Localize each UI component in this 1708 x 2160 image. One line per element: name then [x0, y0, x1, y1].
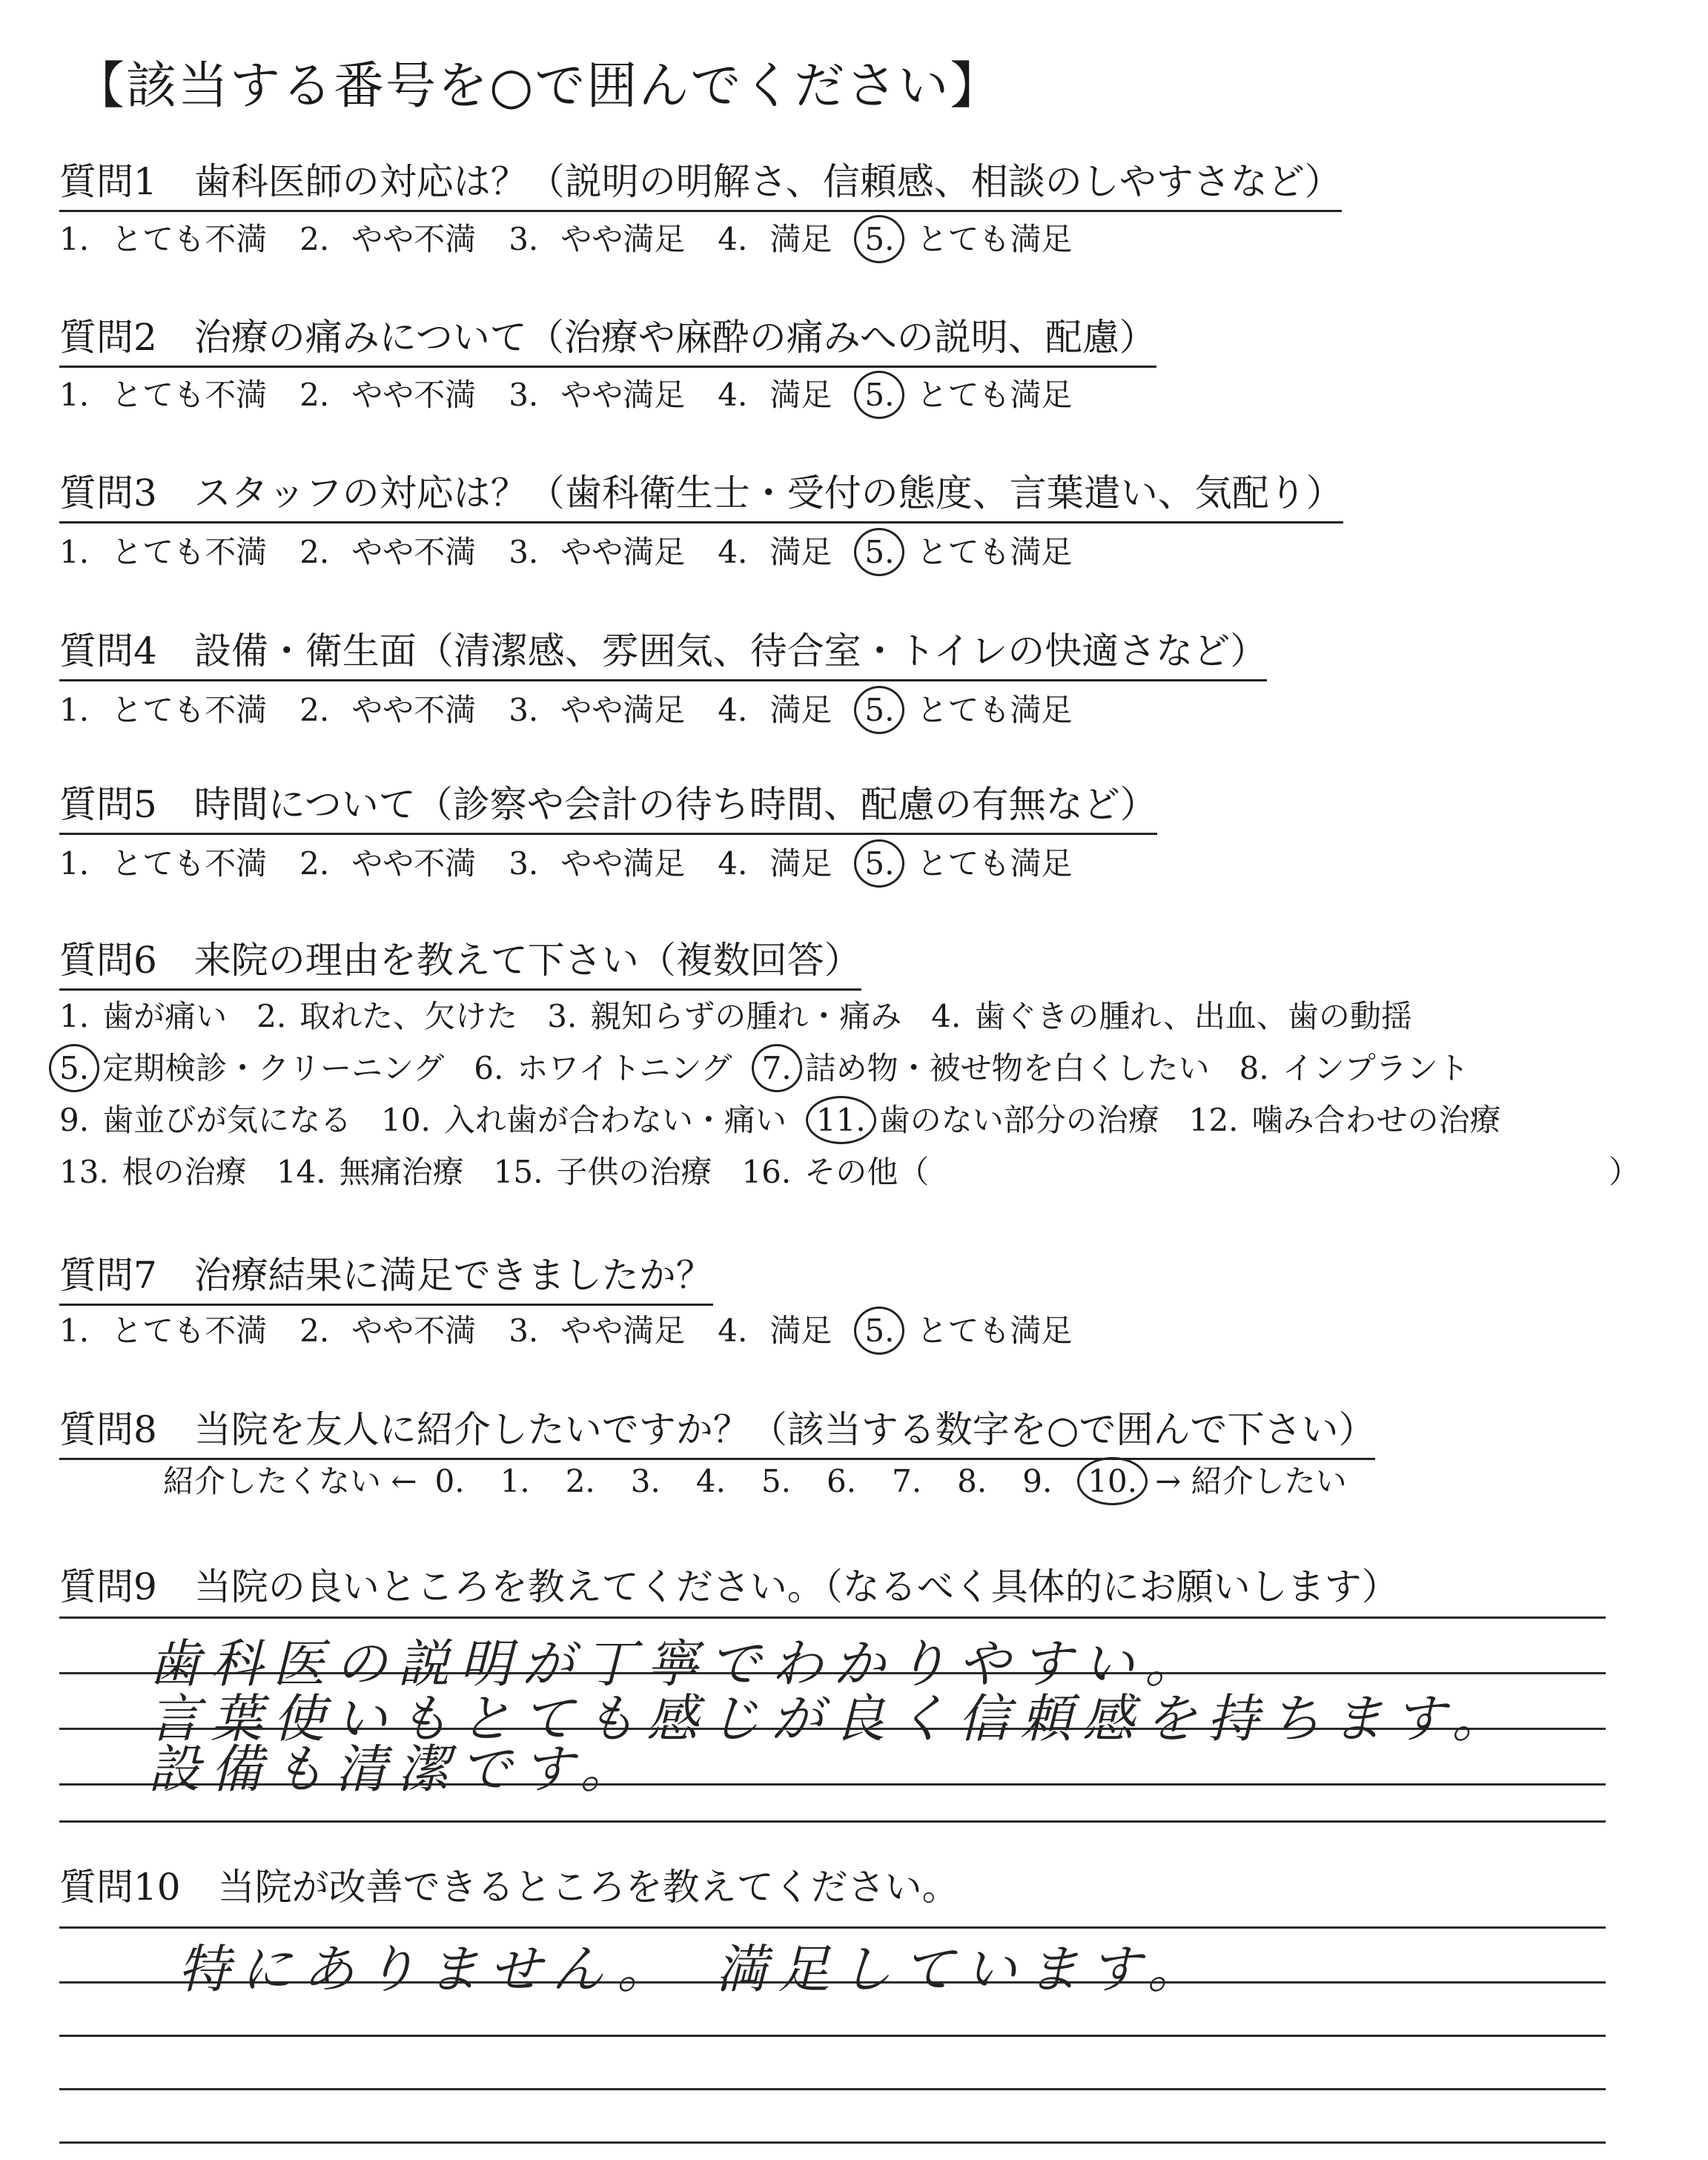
rating-option[interactable]	[864, 371, 1072, 415]
q6-close-paren: ）	[1609, 1154, 1641, 1190]
option-label: とても不満	[111, 221, 268, 257]
option-number: 2.	[299, 221, 330, 257]
option-number: 6.	[474, 1050, 504, 1086]
rating-option[interactable]	[59, 1307, 267, 1351]
question-2-title: 質問2 治療の痛みについて（治療や麻酔の痛みへの説明、配慮）	[59, 308, 1156, 368]
option-label: とても満足	[916, 845, 1073, 882]
option-label: やや不満	[351, 221, 477, 257]
option-number: 3.	[509, 692, 539, 728]
option-number: 1.	[59, 221, 90, 257]
option-label: 歯が痛い	[102, 998, 228, 1034]
question-4-options	[59, 686, 1105, 730]
rating-option[interactable]	[718, 371, 832, 415]
option-number: 2.	[299, 845, 330, 882]
option-label: やや満足	[560, 221, 686, 257]
nps-option[interactable]: 6.	[827, 1463, 857, 1499]
rating-option[interactable]	[864, 215, 1072, 260]
option-label: 定期検診・クリーニング	[102, 1050, 445, 1086]
question-4-title: 質問4 設備・衛生面（清潔感、雰囲気、待合室・トイレの快適さなど）	[59, 621, 1267, 681]
question-1-title: 質問1 歯科医師の対応は？（説明の明解さ、信頼感、相談のしやすさなど）	[59, 152, 1342, 212]
question-7-title: 質問7 治療結果に満足できましたか？	[59, 1246, 713, 1306]
option-number: 4.	[931, 998, 961, 1034]
option-label: 子供の治療	[556, 1154, 712, 1190]
q9-handwritten-answer: 設備も清潔です。	[148, 1739, 643, 1800]
q6-option[interactable]	[277, 1148, 464, 1192]
option-label: 噛み合わせの治療	[1251, 1102, 1501, 1138]
option-number: 10.	[381, 1102, 431, 1138]
q6-row	[59, 1096, 1531, 1140]
option-number: 2.	[299, 1312, 330, 1349]
q9-handwritten-answer: 歯科医の説明が丁寧でわかりやすい。	[148, 1634, 1207, 1694]
question-5-options	[59, 839, 1105, 884]
question-3-options	[59, 528, 1105, 572]
option-number: 5.	[59, 1050, 90, 1086]
q6-option[interactable]	[59, 1096, 351, 1140]
option-number: 14.	[276, 1154, 326, 1190]
option-number: 1.	[59, 692, 90, 728]
rating-option[interactable]	[299, 528, 476, 572]
question-7-options	[59, 1307, 1105, 1351]
option-number: 5.	[864, 845, 895, 882]
option-number: 5.	[864, 221, 895, 257]
option-number: 3.	[509, 845, 539, 882]
answer-line	[59, 1616, 1606, 1619]
rating-option[interactable]	[299, 1307, 476, 1351]
rating-option[interactable]	[299, 215, 476, 260]
nps-option[interactable]: 3.	[630, 1463, 661, 1499]
answer-line	[59, 1820, 1606, 1823]
rating-option[interactable]	[718, 839, 832, 884]
option-label: 入れ歯が合わない・痛い	[443, 1102, 787, 1138]
rating-option[interactable]	[509, 686, 685, 730]
rating-option[interactable]	[59, 686, 267, 730]
option-label: インプラント	[1282, 1050, 1469, 1086]
option-label: 取れた、欠けた	[299, 998, 518, 1034]
q6-option[interactable]	[816, 1096, 1159, 1140]
option-label: とても不満	[111, 1312, 268, 1349]
option-number: 13.	[59, 1154, 109, 1190]
option-number: 16.	[741, 1154, 792, 1190]
option-number: 2.	[256, 998, 287, 1034]
q6-option[interactable]	[931, 992, 1412, 1037]
option-label: やや満足	[560, 377, 686, 413]
question-9-title: 質問9 当院の良いところを教えてください。（なるべく具体的にお願いします）	[59, 1565, 1399, 1608]
rating-option[interactable]	[59, 528, 267, 572]
rating-option[interactable]	[59, 215, 267, 260]
option-number: 5.	[864, 1312, 895, 1349]
question-10-title: 質問10 当院が改善できるところを教えてください。	[59, 1866, 959, 1909]
option-number: 5.	[864, 534, 895, 570]
rating-option[interactable]	[509, 528, 685, 572]
option-label: やや不満	[351, 845, 477, 882]
rating-option[interactable]	[59, 839, 267, 884]
q6-option[interactable]	[59, 1148, 247, 1192]
option-label: 満足	[769, 1312, 833, 1349]
option-number: 4.	[718, 221, 748, 257]
rating-option[interactable]	[864, 686, 1072, 730]
option-label: 満足	[769, 221, 833, 257]
q6-option[interactable]	[256, 992, 517, 1037]
nps-option[interactable]: 1.	[500, 1463, 530, 1499]
option-label: 満足	[769, 534, 833, 570]
question-2-options	[59, 371, 1105, 415]
rating-option[interactable]	[718, 686, 832, 730]
option-label: 満足	[769, 692, 833, 728]
option-label: やや満足	[560, 845, 686, 882]
option-label: とても満足	[916, 692, 1073, 728]
option-label: 歯ぐきの腫れ、出血、歯の動揺	[974, 998, 1412, 1034]
nps-option[interactable]: 9.	[1022, 1463, 1053, 1499]
answer-line	[59, 2035, 1606, 2037]
option-label: とても不満	[111, 692, 268, 728]
option-number: 2.	[299, 377, 330, 413]
option-number: 3.	[547, 998, 577, 1034]
option-number: 1.	[59, 845, 90, 882]
rating-option[interactable]	[718, 528, 832, 572]
option-number: 1.	[59, 377, 90, 413]
q6-row	[59, 1148, 959, 1192]
option-label: とても満足	[916, 534, 1073, 570]
q6-option[interactable]	[741, 1148, 929, 1192]
q10-handwritten-answer: 特にありません。 満足しています。	[178, 1939, 1210, 2000]
q6-option[interactable]	[381, 1096, 787, 1140]
option-label: 歯並びが気になる	[102, 1102, 352, 1138]
answer-line	[59, 2088, 1606, 2090]
rating-option[interactable]	[864, 839, 1072, 884]
q9-handwritten-answer: 言葉使いもとても感じが良く信頼感を持ちます。	[148, 1688, 1515, 1749]
q6-option[interactable]	[474, 1044, 732, 1089]
rating-option[interactable]	[718, 1307, 832, 1351]
option-label: 満足	[769, 377, 833, 413]
nps-scale	[163, 1457, 1347, 1502]
option-label: とても満足	[916, 377, 1073, 413]
option-label: 詰め物・被せ物を白くしたい	[804, 1050, 1210, 1086]
q6-option[interactable]	[494, 1148, 712, 1192]
q6-option[interactable]	[762, 1044, 1210, 1089]
option-label: とても満足	[916, 221, 1073, 257]
option-label: 歯のない部分の治療	[878, 1102, 1159, 1138]
option-label: とても不満	[111, 534, 268, 570]
q6-option[interactable]	[547, 992, 901, 1037]
option-number: 5.	[864, 377, 895, 413]
option-label: やや不満	[351, 692, 477, 728]
option-number: 12.	[1188, 1102, 1239, 1138]
q6-option[interactable]	[1189, 1096, 1501, 1140]
option-number: 3.	[509, 1312, 539, 1349]
option-label: その他（	[804, 1154, 930, 1190]
option-number: 1.	[59, 1312, 90, 1349]
option-label: とても不満	[111, 377, 268, 413]
option-number: 1.	[59, 998, 90, 1034]
option-number: 8.	[1239, 1050, 1269, 1086]
option-label: やや満足	[560, 534, 686, 570]
question-5-title: 質問5 時間について（診察や会計の待ち時間、配慮の有無など）	[59, 775, 1157, 835]
rating-option[interactable]	[718, 215, 832, 260]
option-number: 15.	[493, 1154, 543, 1190]
option-number: 5.	[864, 692, 895, 728]
nps-left-label: 紹介したくない ←	[163, 1463, 417, 1499]
option-number: 3.	[509, 534, 539, 570]
page-title: 【該当する番号を○で囲んでください】	[74, 57, 1002, 116]
option-number: 3.	[509, 377, 539, 413]
nps-option[interactable]: 0.	[434, 1463, 465, 1499]
answer-line	[59, 2141, 1606, 2144]
option-number: 2.	[299, 534, 330, 570]
question-8-title: 質問8 当院を友人に紹介したいですか？（該当する数字を○で囲んで下さい）	[59, 1400, 1375, 1460]
question-1-options	[59, 215, 1105, 260]
option-label: 根の治療	[122, 1154, 247, 1190]
nps-option[interactable]: 7.	[892, 1463, 922, 1499]
question-6-title: 質問6 来院の理由を教えて下さい（複数回答）	[59, 931, 861, 991]
option-label: やや満足	[560, 692, 686, 728]
option-number: 9.	[59, 1102, 90, 1138]
option-number: 4.	[718, 845, 748, 882]
question-3-title: 質問3 スタッフの対応は？（歯科衛生士・受付の態度、言葉遣い、気配り）	[59, 463, 1343, 524]
nps-option[interactable]: 5.	[761, 1463, 792, 1499]
option-number: 7.	[761, 1050, 792, 1086]
q6-row	[59, 992, 1442, 1037]
q6-option[interactable]	[1239, 1044, 1469, 1089]
option-number: 1.	[59, 534, 90, 570]
option-label: とても満足	[916, 1312, 1073, 1349]
rating-option[interactable]	[299, 371, 476, 415]
rating-option[interactable]	[509, 1307, 685, 1351]
q6-row	[59, 1044, 1499, 1089]
nps-right-label: → 紹介したい	[1155, 1463, 1347, 1499]
option-label: やや満足	[560, 1312, 686, 1349]
q6-option[interactable]	[59, 1044, 444, 1089]
option-label: とても不満	[111, 845, 268, 882]
option-number: 4.	[718, 377, 748, 413]
option-number: 3.	[509, 221, 539, 257]
rating-option[interactable]	[864, 528, 1072, 572]
option-label: 親知らずの腫れ・痛み	[590, 998, 902, 1034]
option-label: 無痛治療	[339, 1154, 464, 1190]
nps-option[interactable]: 8.	[957, 1463, 987, 1499]
nps-option[interactable]: 2.	[565, 1463, 595, 1499]
option-label: やや不満	[351, 377, 477, 413]
q6-option[interactable]	[59, 992, 227, 1037]
option-number: 4.	[718, 534, 748, 570]
rating-option[interactable]	[509, 371, 685, 415]
rating-option[interactable]	[864, 1307, 1072, 1351]
option-label: やや不満	[351, 1312, 477, 1349]
rating-option[interactable]	[299, 686, 476, 730]
option-number: 2.	[299, 692, 330, 728]
option-number: 4.	[718, 1312, 748, 1349]
rating-option[interactable]	[509, 839, 685, 884]
rating-option[interactable]	[299, 839, 476, 884]
option-number: 11.	[815, 1102, 866, 1138]
option-label: やや不満	[351, 534, 477, 570]
rating-option[interactable]	[59, 371, 267, 415]
option-label: 満足	[769, 845, 833, 882]
nps-option[interactable]: 10.	[1088, 1463, 1138, 1499]
option-label: ホワイトニング	[517, 1050, 732, 1086]
nps-option[interactable]: 4.	[695, 1463, 726, 1499]
option-number: 4.	[718, 692, 748, 728]
rating-option[interactable]	[509, 215, 685, 260]
